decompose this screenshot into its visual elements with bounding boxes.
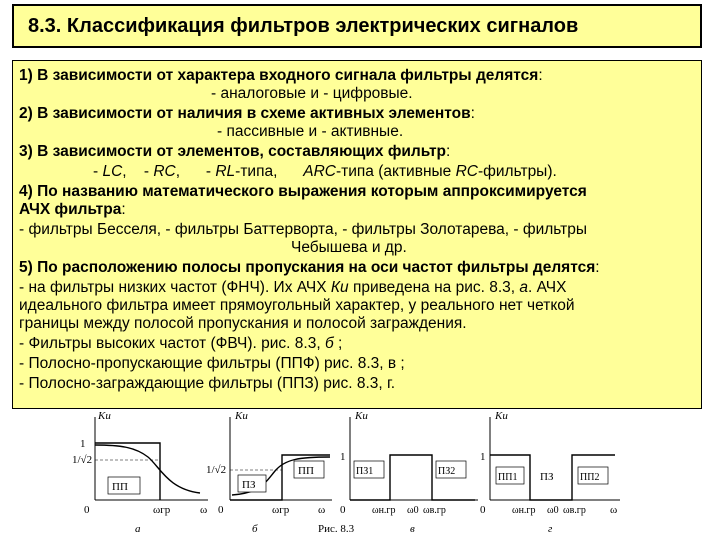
band-1-label: ПП1 <box>498 472 518 483</box>
y-level: 1/√2 <box>206 464 227 476</box>
panel-letter: а <box>135 523 141 535</box>
y-one: 1 <box>80 438 86 450</box>
high-cutoff-label: ωв.гр <box>423 505 446 516</box>
panel-letter: в <box>410 523 415 535</box>
omega-label: ω <box>200 504 208 516</box>
low-cutoff-label: ωн.гр <box>512 505 536 516</box>
item-5-line-1: - на фильтры низких частот (ФНЧ). Их АЧХ Кu приведена на рис. 8.3, а. АЧХ <box>19 279 567 296</box>
frequency-response-figure <box>60 405 630 537</box>
band-label: ПП <box>112 481 128 493</box>
item-5-heading: 5) По расположению полосы пропускания на оси частот фильтры делятся: <box>19 259 600 276</box>
item-5-line-6: - Полосно-заграждающие фильтры (ППЗ) рис. 8.3, г. <box>19 375 396 392</box>
panel-letter: г <box>548 523 553 535</box>
item-1-sub: - аналоговые и - цифровые. <box>211 85 413 102</box>
band-1-label: ПЗ1 <box>356 466 374 477</box>
stop-band-label: ПЗ <box>540 471 554 483</box>
panel-a <box>72 410 208 535</box>
stop-band-label: ПЗ <box>242 479 256 491</box>
ylabel: Ku <box>495 410 508 422</box>
item-5-line-5: - Полосно-пропускающие фильтры (ППФ) рис. 8.3, в ; <box>19 355 405 372</box>
item-2-sub: - пассивные и - активные. <box>217 123 404 140</box>
ylabel: Ku <box>235 410 248 422</box>
classification-text <box>12 60 702 409</box>
item-4-line-1: - фильтры Бесселя, - фильтры Баттерворта, - фильтры Золотарева, - фильтры <box>19 221 588 238</box>
item-4-line-2: Чебышева и др. <box>291 239 407 256</box>
item-3-sub: - LC, - RC, - RL-типа, ARC-типа (активные RC-фильтры). <box>93 163 557 180</box>
y-one: 1 <box>480 451 486 463</box>
slide-title: 8.3. Классификация фильтров электрических сигналов <box>28 15 579 37</box>
item-1-heading: 1) В зависимости от характера входного сигнала фильтры делятся: <box>19 67 543 84</box>
band-2-label: ПЗ2 <box>438 466 456 477</box>
item-5-line-2: идеального фильтра имеет прямоугольный характер, у реального нет четкой <box>19 297 575 314</box>
zero-label: 0 <box>480 504 486 516</box>
zero-label: 0 <box>218 504 224 516</box>
item-4-heading: 4) По названию математического выражения которым аппроксимируется <box>19 183 587 200</box>
zero-label: 0 <box>340 504 346 516</box>
figure-caption: Рис. 8.3 <box>318 523 355 535</box>
omega-label: ω <box>318 504 326 516</box>
ylabel: Ku <box>98 410 111 422</box>
item-5-line-4: - Фильтры высоких частот (ФВЧ). рис. 8.3, б ; <box>19 335 343 352</box>
center-label: ω0 <box>407 505 419 516</box>
item-3-heading: 3) В зависимости от элементов, составляющих фильтр: <box>19 143 451 160</box>
cutoff-label: ωгр <box>272 504 290 516</box>
center-label: ω0 <box>547 505 559 516</box>
band-label: ПП <box>298 465 314 477</box>
ylabel: Ku <box>355 410 368 422</box>
omega-label: ω <box>610 504 618 516</box>
item-4-heading-2: АЧХ фильтра: <box>19 201 126 218</box>
band-2-label: ПП2 <box>580 472 600 483</box>
panel-d <box>480 410 620 535</box>
item-5-line-3: границы между полосой пропускания и полосой заграждения. <box>19 315 467 332</box>
panel-letter: б <box>252 523 258 535</box>
panel-c <box>340 410 478 535</box>
panel-b <box>206 410 332 535</box>
zero-label: 0 <box>84 504 90 516</box>
high-cutoff-label: ωв.гр <box>563 505 586 516</box>
low-cutoff-label: ωн.гр <box>372 505 396 516</box>
y-level: 1/√2 <box>72 454 93 466</box>
item-2-heading: 2) В зависимости от наличия в схеме активных элементов: <box>19 105 475 122</box>
cutoff-label: ωгр <box>153 504 171 516</box>
y-one: 1 <box>340 451 346 463</box>
title-box <box>12 4 702 48</box>
